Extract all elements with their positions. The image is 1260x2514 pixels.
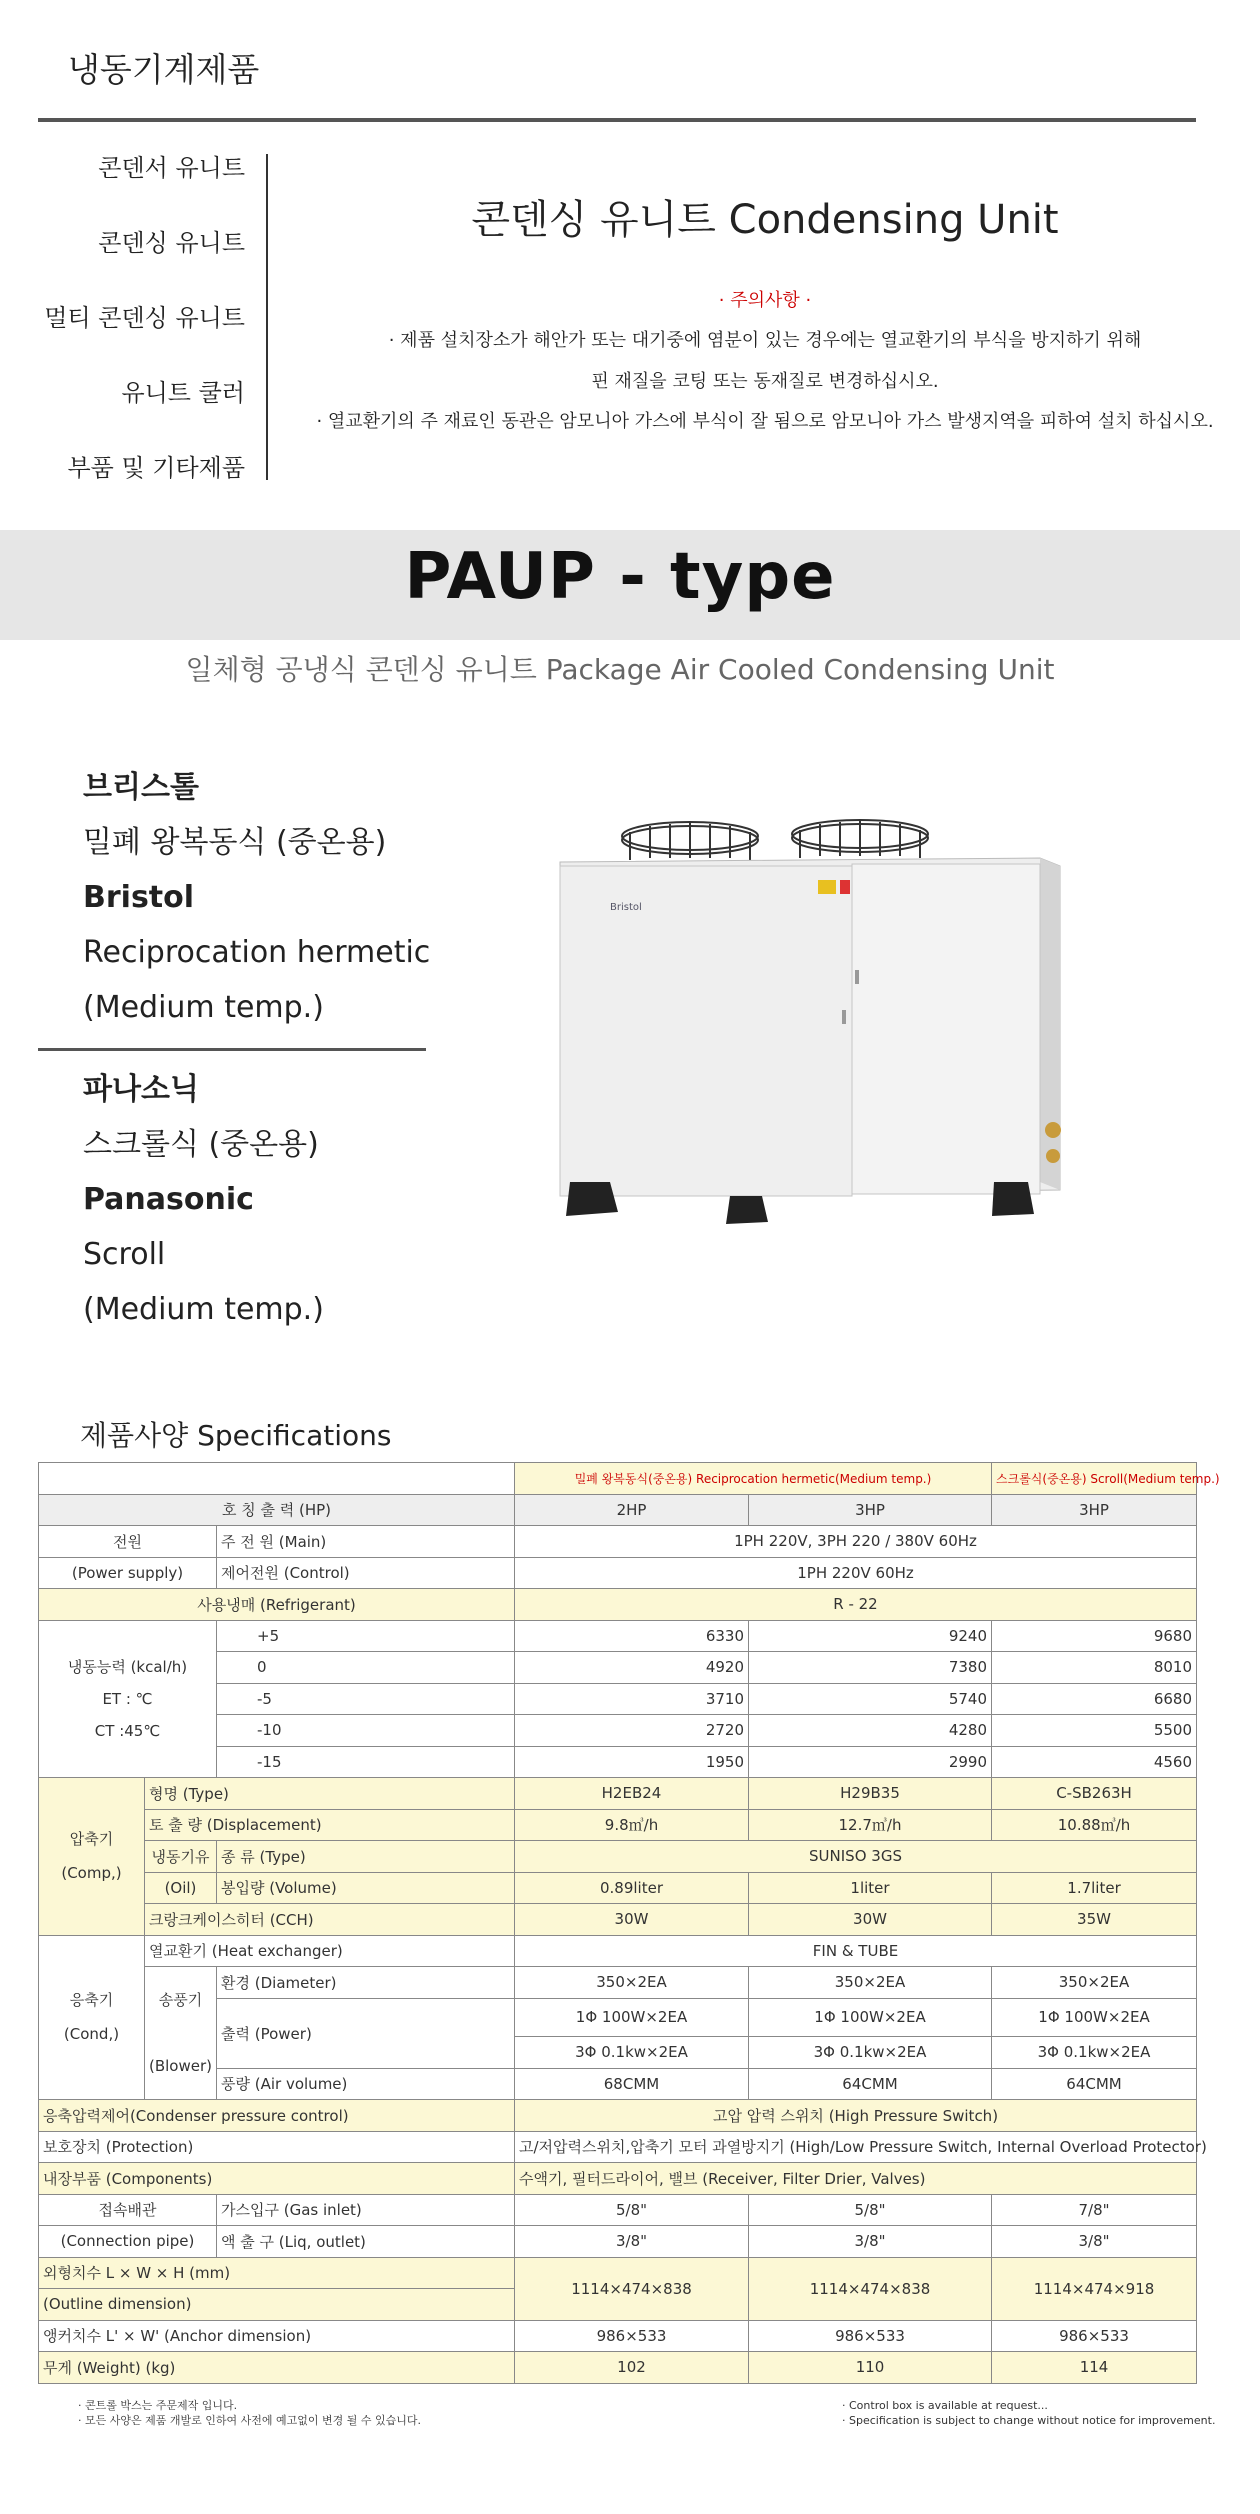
- row-sublabel: 액 출 구 (Liq, outlet): [217, 2226, 515, 2258]
- cond-label-cell: [39, 1935, 145, 2100]
- value-cell: C-SB263H: [992, 1778, 1197, 1810]
- value-cell: 1114×474×918: [992, 2257, 1197, 2320]
- row-sublabel: 냉동기유: [145, 1841, 217, 1873]
- row-sublabel: 송풍기: [158, 1991, 203, 2009]
- value-cell: 68CMM: [515, 2068, 749, 2100]
- footnotes-ko: [78, 2398, 421, 2428]
- menu-item-condensing-unit[interactable]: 콘덴싱 유니트: [98, 229, 245, 257]
- value-cell: 9680: [992, 1620, 1197, 1652]
- value-cell: 102: [515, 2352, 749, 2384]
- warning-label: [818, 880, 836, 894]
- value-cell: 4560: [992, 1746, 1197, 1778]
- value-cell: 64CMM: [749, 2068, 992, 2100]
- value-cell: 2990: [749, 1746, 992, 1778]
- value-cell: 350×2EA: [749, 1967, 992, 1999]
- value-cell: 3/8": [515, 2226, 749, 2258]
- value-cell: SUNISO 3GS: [515, 1841, 1197, 1873]
- value-cell: 3Φ 0.1kw×2EA: [992, 2037, 1197, 2069]
- value-cell: 7/8": [992, 2194, 1197, 2226]
- product-heading: 콘덴싱 유니트 Condensing Unit: [471, 197, 1059, 243]
- row-label: 응축기: [69, 1991, 114, 2010]
- row-label: 보호장치 (Protection): [39, 2131, 515, 2163]
- value-cell: 5500: [992, 1715, 1197, 1747]
- table-row: [39, 1620, 1197, 1652]
- row-label: 호 칭 출 력 (HP): [39, 1494, 515, 1526]
- hp-cell: 3HP: [749, 1494, 992, 1526]
- table-row: [39, 1841, 1197, 1873]
- table-row: [39, 1967, 1197, 1999]
- value-cell: 1114×474×838: [515, 2257, 749, 2320]
- value-cell: 986×533: [749, 2320, 992, 2352]
- row-sublabel: 크랑크케이스히터 (CCH): [145, 1904, 515, 1936]
- row-label: 내장부품 (Components): [39, 2163, 515, 2195]
- table-row: [39, 2100, 1197, 2132]
- row-sublabel: (Oil): [145, 1872, 217, 1904]
- value-cell: 6680: [992, 1683, 1197, 1715]
- front-panel-left: [560, 866, 852, 1196]
- notice-line: · 열교환기의 주 재료인 동관은 암모니아 가스에 부식이 잘 됨으로 암모니아 가스 발생지역을 피하여 설치 하십시오.: [316, 411, 1214, 432]
- value-cell: 110: [749, 2352, 992, 2384]
- hp-cell: 3HP: [992, 1494, 1197, 1526]
- value-cell: 986×533: [515, 2320, 749, 2352]
- value-cell: 고압 압력 스위치 (High Pressure Switch): [515, 2100, 1197, 2132]
- foot: [992, 1182, 1034, 1216]
- value-cell: 5740: [749, 1683, 992, 1715]
- row-sublabel: 주 전 원 (Main): [217, 1526, 515, 1558]
- model-brand-en: Panasonic: [83, 1182, 254, 1217]
- et-cell: +5: [217, 1620, 515, 1652]
- model-temp: (Medium temp.): [83, 1292, 324, 1327]
- value-cell: 3/8": [992, 2226, 1197, 2258]
- value-cell: 3Φ 0.1kw×2EA: [749, 2037, 992, 2069]
- value-cell: 4920: [515, 1652, 749, 1684]
- value-cell: 9240: [749, 1620, 992, 1652]
- model-type-en: Reciprocation hermetic: [83, 935, 431, 970]
- front-panel-right: [852, 864, 1040, 1194]
- row-sublabel: 봉입량 (Volume): [217, 1872, 515, 1904]
- value-cell: 10.88㎥/h: [992, 1809, 1197, 1841]
- menu-item-condenser-unit[interactable]: 콘덴서 유니트: [98, 154, 245, 182]
- table-row: [39, 1526, 1197, 1558]
- table-row: [39, 1463, 1197, 1495]
- menu-item-multi-condensing-unit[interactable]: 멀티 콘덴싱 유니트: [44, 304, 245, 332]
- row-label: (Power supply): [39, 1557, 217, 1589]
- model-temp: (Medium temp.): [83, 990, 324, 1025]
- value-cell: 7380: [749, 1652, 992, 1684]
- et-cell: -15: [217, 1746, 515, 1778]
- model-divider: [38, 1048, 426, 1051]
- gas-inlet-fitting: [1045, 1122, 1061, 1138]
- value-cell: 5/8": [515, 2194, 749, 2226]
- value-cell: 1114×474×838: [749, 2257, 992, 2320]
- table-row: [39, 2320, 1197, 2352]
- footnote: · Control box is available at request...: [842, 2399, 1048, 2412]
- value-cell: 9.8㎥/h: [515, 1809, 749, 1841]
- product-photo: [540, 810, 1100, 1290]
- value-cell: 8010: [992, 1652, 1197, 1684]
- table-row: [39, 1935, 1197, 1967]
- row-sublabel: 열교환기 (Heat exchanger): [145, 1935, 515, 1967]
- value-cell: 6330: [515, 1620, 749, 1652]
- table-row: [39, 1809, 1197, 1841]
- value-cell: 114: [992, 2352, 1197, 2384]
- footnote: · 모든 사양은 제품 개발로 인하여 사전에 예고없이 변경 될 수 있습니다.: [78, 2414, 421, 2427]
- value-cell: 3/8": [749, 2226, 992, 2258]
- row-label: 응축압력제어(Condenser pressure control): [39, 2100, 515, 2132]
- brand-logo-text: Bristol: [610, 902, 642, 913]
- comp-label-cell: [39, 1778, 145, 1936]
- model-brand-ko: 파나소닉: [83, 1072, 199, 1107]
- et-cell: -5: [217, 1683, 515, 1715]
- value-cell: 986×533: [992, 2320, 1197, 2352]
- row-label: CT :45℃: [94, 1721, 161, 1740]
- type-subtitle: 일체형 공냉식 콘덴싱 유니트 Package Air Cooled Condensing Unit: [185, 653, 1055, 686]
- row-label: (Outline dimension): [39, 2289, 515, 2321]
- value-cell: 3710: [515, 1683, 749, 1715]
- value-cell: 1liter: [749, 1872, 992, 1904]
- row-label: 외형치수 L × W × H (mm): [39, 2257, 515, 2289]
- footnote: · 콘트롤 박스는 주문제작 입니다.: [78, 2399, 238, 2412]
- value-cell: 3Φ 0.1kw×2EA: [515, 2037, 749, 2069]
- value-cell: FIN & TUBE: [515, 1935, 1197, 1967]
- fan-guard-left: [622, 822, 758, 860]
- value-cell: 5/8": [749, 2194, 992, 2226]
- value-cell: 수액기, 필터드라이어, 밸브 (Receiver, Filter Drier, Valves): [515, 2163, 1197, 2195]
- table-row: [39, 2194, 1197, 2226]
- row-label: ET : ℃: [102, 1689, 153, 1708]
- table-row: [39, 1557, 1197, 1589]
- value-cell: 2720: [515, 1715, 749, 1747]
- column-group-scroll: 스크롤식(중온용) Scroll(Medium temp.): [992, 1463, 1197, 1495]
- type-title: PAUP - type: [404, 540, 836, 614]
- column-group-recip: 밀폐 왕복동식(중온용) Reciprocation hermetic(Medium temp.): [515, 1463, 992, 1495]
- fan-guard-right: [792, 820, 928, 858]
- row-label: (Connection pipe): [39, 2226, 217, 2258]
- value-cell: 64CMM: [992, 2068, 1197, 2100]
- row-label: 전원: [39, 1526, 217, 1558]
- value-cell: 1Φ 100W×2EA: [515, 1998, 749, 2037]
- specs-title: 제품사양 Specifications: [80, 1419, 392, 1452]
- table-row: [39, 1778, 1197, 1810]
- foot: [726, 1196, 768, 1224]
- menu-item-parts-etc[interactable]: 부품 및 기타제품: [67, 454, 245, 482]
- table-row: [39, 2163, 1197, 2195]
- side-menu: [30, 148, 245, 523]
- menu-divider: [266, 154, 268, 480]
- hp-cell: 2HP: [515, 1494, 749, 1526]
- row-sublabel: 종 류 (Type): [217, 1841, 515, 1873]
- row-label: 앵커치수 L' × W' (Anchor dimension): [39, 2320, 515, 2352]
- row-sublabel: 형명 (Type): [145, 1778, 515, 1810]
- value-cell: 1Φ 100W×2EA: [992, 1998, 1197, 2037]
- et-cell: -10: [217, 1715, 515, 1747]
- capacity-label-cell: [39, 1620, 217, 1778]
- liquid-outlet-fitting: [1046, 1149, 1060, 1163]
- row-label: 압축기: [69, 1830, 114, 1849]
- value-cell: H29B35: [749, 1778, 992, 1810]
- value-cell: 35W: [992, 1904, 1197, 1936]
- header-divider: [38, 118, 1196, 122]
- model-brand-ko: 브리스톨: [83, 770, 199, 805]
- menu-item-unit-cooler[interactable]: 유니트 쿨러: [121, 379, 245, 407]
- table-row: [39, 1494, 1197, 1526]
- table-row: [39, 2131, 1197, 2163]
- value-cell: 30W: [749, 1904, 992, 1936]
- table-row: [39, 1589, 1197, 1621]
- table-row: [39, 2226, 1197, 2258]
- row-label: (Comp,): [61, 1864, 122, 1883]
- model-type-ko: 스크롤식 (중온용): [83, 1127, 319, 1162]
- row-sublabel: 제어전원 (Control): [217, 1557, 515, 1589]
- value-cell: 30W: [515, 1904, 749, 1936]
- value-cell: 1950: [515, 1746, 749, 1778]
- model-block-panasonic: [83, 1062, 324, 1337]
- row-sublabel: 환경 (Diameter): [217, 1967, 515, 1999]
- model-type-en: Scroll: [83, 1237, 166, 1272]
- model-brand-en: Bristol: [83, 880, 195, 915]
- foot: [566, 1182, 618, 1216]
- spec-table: [38, 1462, 1220, 2384]
- model-type-ko: 밀폐 왕복동식 (중온용): [83, 825, 387, 860]
- row-sublabel: (Blower): [149, 2057, 213, 2075]
- row-sublabel: 토 출 량 (Displacement): [145, 1809, 515, 1841]
- row-label: 접속배관: [39, 2194, 217, 2226]
- page-category-title: 냉동기계제품: [68, 50, 260, 89]
- value-cell: 0.89liter: [515, 1872, 749, 1904]
- table-row: [39, 1872, 1197, 1904]
- row-label: (Cond,): [63, 2025, 120, 2044]
- value-cell: H2EB24: [515, 1778, 749, 1810]
- value-cell: 1Φ 100W×2EA: [749, 1998, 992, 2037]
- row-label: 사용냉매 (Refrigerant): [39, 1589, 515, 1621]
- model-block-bristol: [83, 760, 430, 1035]
- value-cell: 1.7liter: [992, 1872, 1197, 1904]
- value-cell: 1PH 220V, 3PH 220 / 380V 60Hz: [515, 1526, 1197, 1558]
- footnote: · Specification is subject to change without notice for improvement.: [842, 2414, 1216, 2427]
- footnotes-en: [842, 2398, 1215, 2428]
- value-cell: 4280: [749, 1715, 992, 1747]
- value-cell: 350×2EA: [992, 1967, 1197, 1999]
- table-row: [39, 1904, 1197, 1936]
- row-label: 무게 (Weight) (kg): [39, 2352, 515, 2384]
- table-row: [39, 2257, 1197, 2289]
- row-sublabel: 가스입구 (Gas inlet): [217, 2194, 515, 2226]
- notice-line: 핀 재질을 코팅 또는 동재질로 변경하십시오.: [591, 371, 939, 392]
- row-label: 냉동능력 (kcal/h): [67, 1657, 188, 1676]
- blower-label-cell: [145, 1967, 217, 2100]
- value-cell: R - 22: [515, 1589, 1197, 1621]
- row-sublabel: 출력 (Power): [217, 1998, 515, 2068]
- table-row: [39, 2352, 1197, 2384]
- row-sublabel: 풍량 (Air volume): [217, 2068, 515, 2100]
- et-cell: 0: [217, 1652, 515, 1684]
- value-cell: 고/저압력스위치,압축기 모터 과열방지기 (High/Low Pressure Switch, Internal Overload Protector): [515, 2131, 1197, 2163]
- value-cell: 12.7㎥/h: [749, 1809, 992, 1841]
- value-cell: 1PH 220V 60Hz: [515, 1557, 1197, 1589]
- value-cell: 350×2EA: [515, 1967, 749, 1999]
- notice-line: · 제품 설치장소가 해안가 또는 대기중에 염분이 있는 경우에는 열교환기의 부식을 방지하기 위해: [388, 330, 1142, 351]
- notice-title: · 주의사항 ·: [718, 290, 812, 311]
